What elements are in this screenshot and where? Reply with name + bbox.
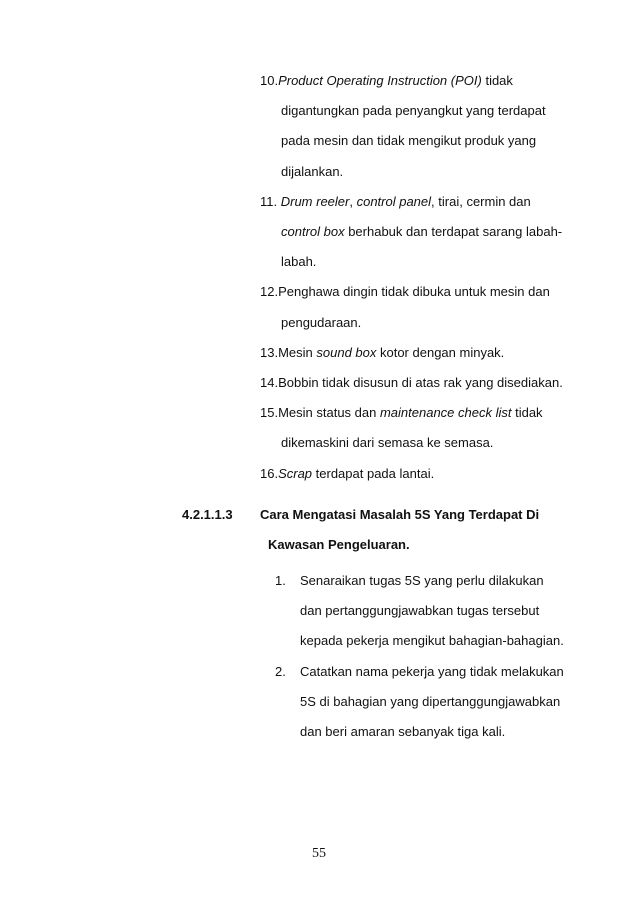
text-run: kotor dengan minyak. [376, 344, 505, 360]
page-number: 55 [312, 846, 326, 861]
list-item-first-line [260, 405, 543, 421]
text-run: terdapat pada lantai. [312, 465, 435, 481]
list-item-number: 15. [260, 405, 279, 421]
list-item-first-line [260, 466, 434, 482]
list-item-line: dan pertanggungjawabkan tugas tersebut [300, 603, 540, 619]
list-item-number: 11. [260, 193, 278, 209]
section-heading-line-1: Cara Mengatasi Masalah 5S Yang Terdapat Di [260, 507, 540, 522]
list-item-first-line [260, 73, 513, 89]
text-run: berhabuk dan terdapat sarang labah- [344, 224, 563, 239]
text-run: digantungkan pada penyangkut yang terdapat [281, 103, 546, 119]
list-item-line: kepada pekerja mengikut bahagian-bahagian. [300, 633, 564, 649]
italic-term: control box [281, 224, 345, 239]
list-item-number: 2. [275, 663, 286, 679]
list-item-number: 12. [260, 284, 279, 300]
text-run: Mesin status dan [278, 405, 380, 421]
list-item-line: dan beri amaran sebanyak tiga kali. [300, 724, 506, 739]
list-item-first-line [260, 345, 504, 361]
list-item-first-line [260, 284, 550, 300]
text-run: dikemaskini dari semasa ke semasa. [281, 435, 494, 451]
list-item-number: 1. [275, 573, 286, 588]
text-run: pada mesin dan tidak mengikut produk yang [281, 133, 537, 149]
list-item-line [281, 254, 316, 270]
list-item-number: 16. [260, 465, 279, 481]
text-run: pengudaraan. [281, 314, 362, 330]
text-run: Mesin [278, 344, 317, 360]
section-number: 4.2.1.1.3 [182, 507, 233, 522]
list-item-line [281, 133, 536, 149]
italic-term: sound box [316, 344, 377, 360]
text-run: dijalankan. [281, 163, 344, 179]
italic-term: Scrap [278, 465, 313, 481]
list-item-number: 10. [260, 73, 279, 88]
list-item-number: 14. [260, 375, 279, 390]
text-run: tidak [481, 73, 513, 88]
text-run: tidak [511, 405, 543, 421]
list-item-line [281, 164, 343, 180]
list-item-first-line [260, 194, 531, 210]
italic-term: Drum reeler [280, 193, 350, 209]
text-run: , [349, 193, 357, 209]
list-item-line [281, 103, 546, 119]
italic-term: Product Operating Instruction (POI) [278, 73, 482, 88]
italic-term: maintenance check list [379, 405, 512, 421]
list-item-line [281, 315, 361, 331]
list-item-first-line [260, 375, 563, 391]
text-run: labah. [281, 254, 317, 270]
text-run: Bobbin tidak disusun di atas rak yang disediakan. [278, 375, 563, 390]
list-item-line: Senaraikan tugas 5S yang perlu dilakukan [300, 573, 544, 588]
list-item-line [281, 224, 562, 240]
text-run: , tirai, cermin dan [431, 193, 531, 209]
list-item-line [281, 435, 493, 451]
text-run: Penghawa dingin tidak dibuka untuk mesin dan [278, 284, 550, 300]
list-item-number: 13. [260, 344, 279, 360]
section-heading-line-2: Kawasan Pengeluaran. [268, 537, 410, 552]
italic-term: control panel [356, 193, 432, 209]
list-item-line: 5S di bahagian yang dipertanggungjawabkan [300, 693, 561, 709]
list-item-line: Catatkan nama pekerja yang tidak melakukan [300, 663, 564, 679]
